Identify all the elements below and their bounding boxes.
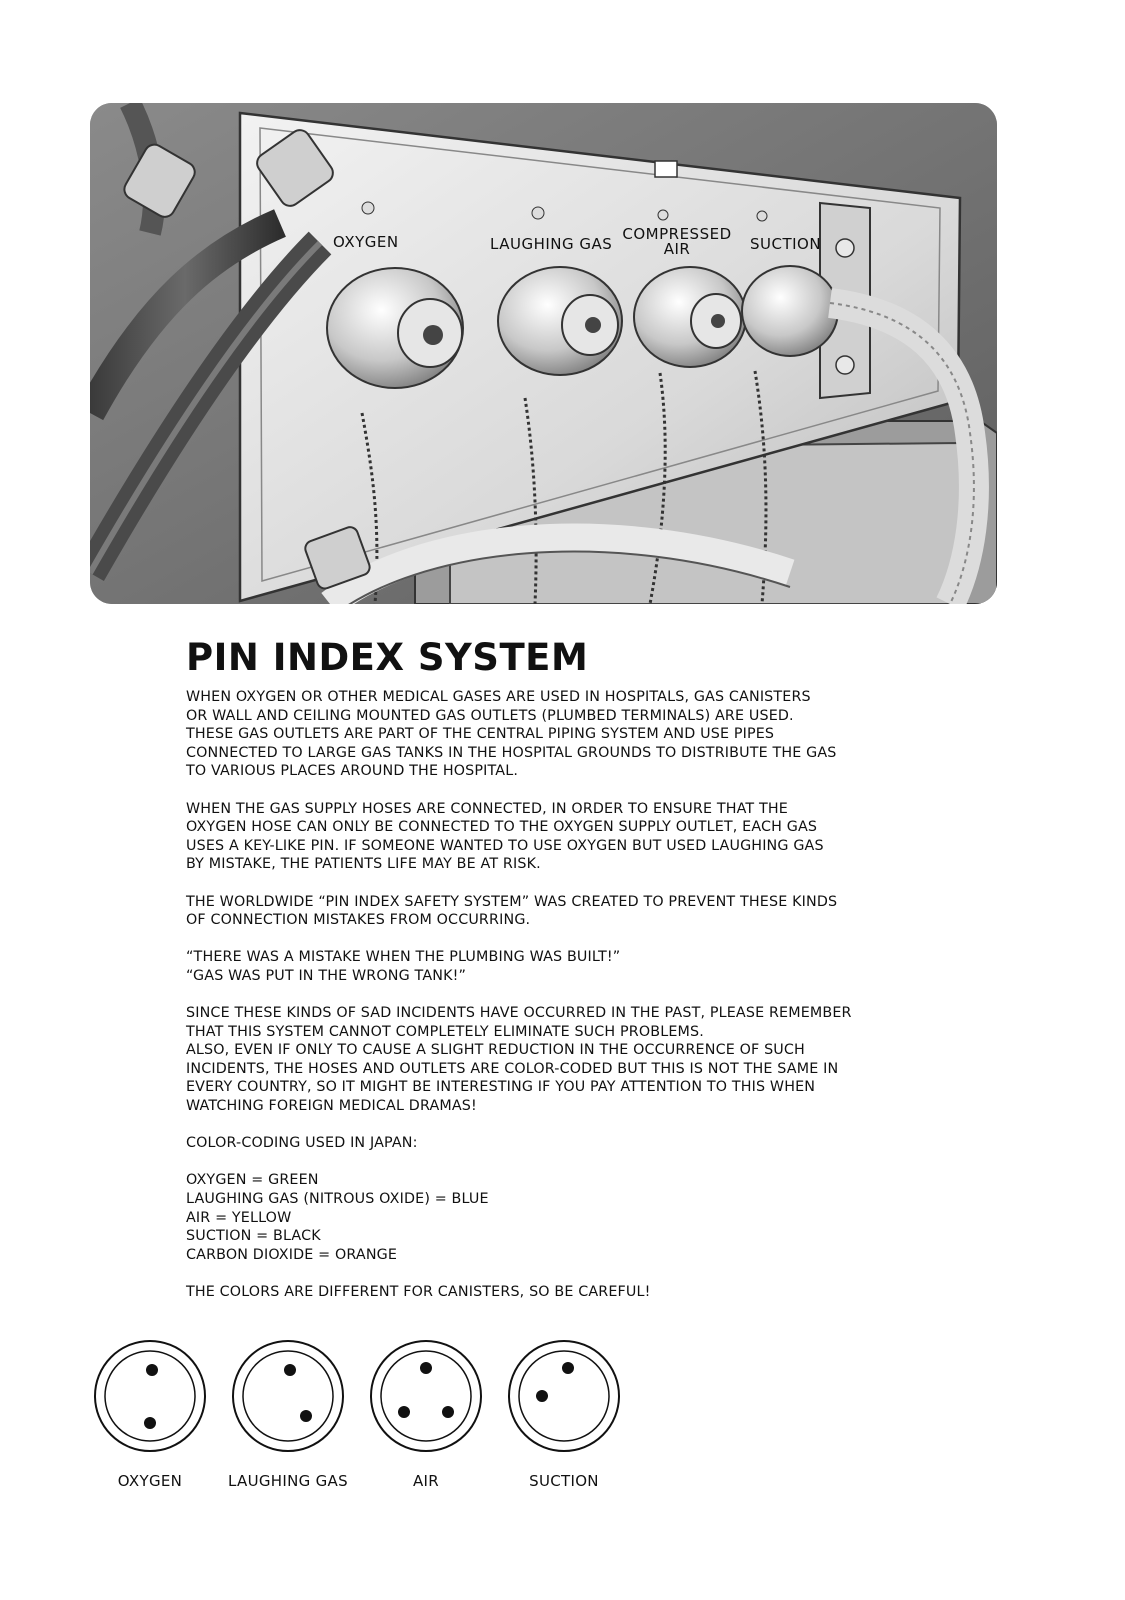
label-laughing-gas-outlet: LAUGHING GAS — [490, 235, 613, 253]
page-title: PIN INDEX SYSTEM — [186, 636, 589, 679]
compressed-air-outlet-knob — [634, 267, 746, 367]
paragraph-quotes: “THERE WAS A MISTAKE WHEN THE PLUMBING WAS BUILT!” “GAS WAS PUT IN THE WRONG TANK!” — [186, 949, 621, 984]
pin-diagram-oxygen — [90, 1338, 210, 1490]
paragraph-worldwide-system: THE WORLDWIDE “PIN INDEX SAFETY SYSTEM” WAS CREATED TO PREVENT THESE KINDS OF CONNECTION MISTAKES FROM OCCURRING. — [186, 893, 838, 929]
paragraph-color-list: OXYGEN = GREEN LAUGHING GAS (NITROUS OXIDE) = BLUE AIR = YELLOW SUCTION = BLACK CARBON DIOXIDE = ORANGE — [186, 1172, 489, 1263]
gas-outlet-illustration — [90, 103, 997, 604]
pin-diagram-suction — [504, 1338, 624, 1490]
pin-diagram-laughing-gas — [228, 1338, 348, 1490]
paragraph-canisters-note: THE COLORS ARE DIFFERENT FOR CANISTERS, SO BE CAREFUL! — [186, 1284, 651, 1300]
paragraph-color-coded: SINCE THESE KINDS OF SAD INCIDENTS HAVE OCCURRED IN THE PAST, PLEASE REMEMBER THAT THIS SYSTEM CANNOT COMPLETELY ELIMINATE SUCH PROBLEMS. ALSO, EVEN IF ONLY TO CAUSE A SLIGHT REDUCTION IN THE OCCURRENCE OF SUCH INCIDENTS, THE HOSES AND OUTLETS ARE COLOR-CODED BUT THIS IS NOT THE SAME IN EVERY COUNTRY, SO IT MIGHT BE INTERESTING IF YOU PAY ATTENTION TO THIS WHEN WATCHING FOREIGN MEDICAL DRAMAS! — [186, 1005, 852, 1115]
paragraph-key-pin: WHEN THE GAS SUPPLY HOSES ARE CONNECTED, IN ORDER TO ENSURE THAT THE OXYGEN HOSE CAN ONLY BE CONNECTED TO THE OXYGEN SUPPLY OUTLET, EACH GAS USES A KEY-LIKE PIN. IF SOMEONE WANTED TO USE OXYGEN BUT USED LAUGHING GAS BY MISTAKE, THE PATIENTS LIFE MAY BE AT RISK. — [186, 800, 824, 873]
oxygen-pin-pattern-icon — [92, 1338, 208, 1454]
label-oxygen-outlet: OXYGEN — [333, 233, 399, 251]
oxygen-outlet-knob — [327, 268, 463, 388]
pin-caption-laughing-gas: LAUGHING GAS — [228, 1472, 348, 1490]
label-suction-outlet: SUCTION — [750, 235, 822, 253]
gas-outlet-panel-drawing — [90, 103, 997, 604]
pin-caption-air: AIR — [412, 1472, 439, 1490]
label-compressed-air-outlet: COMPRESSED AIR — [622, 225, 732, 258]
suction-outlet-knob — [742, 266, 838, 356]
article — [186, 636, 946, 1320]
laughing-gas-pin-pattern-icon — [230, 1338, 346, 1454]
paragraph-color-coding-heading: COLOR-CODING USED IN JAPAN: — [186, 1135, 418, 1152]
pin-caption-oxygen: OXYGEN — [117, 1472, 183, 1490]
air-pin-pattern-icon — [368, 1338, 484, 1454]
suction-pin-pattern-icon — [506, 1338, 622, 1454]
paragraph-intro: WHEN OXYGEN OR OTHER MEDICAL GASES ARE USED IN HOSPITALS, GAS CANISTERS OR WALL AND CEILING MOUNTED GAS OUTLETS (PLUMBED TERMINALS) ARE USED. THESE GAS OUTLETS ARE PART OF THE CENTRAL PIPING SYSTEM AND USE PIPES CONNECTED TO LARGE GAS TANKS IN THE HOSPITAL GROUNDS TO DISTRIBUTE THE GAS TO VARIOUS PLACES AROUND THE HOSPITAL. — [186, 689, 837, 780]
laughing-gas-outlet-knob — [498, 267, 622, 375]
pin-caption-suction: SUCTION — [529, 1472, 599, 1490]
pin-index-diagrams — [90, 1338, 710, 1488]
pin-diagram-air — [366, 1338, 486, 1490]
